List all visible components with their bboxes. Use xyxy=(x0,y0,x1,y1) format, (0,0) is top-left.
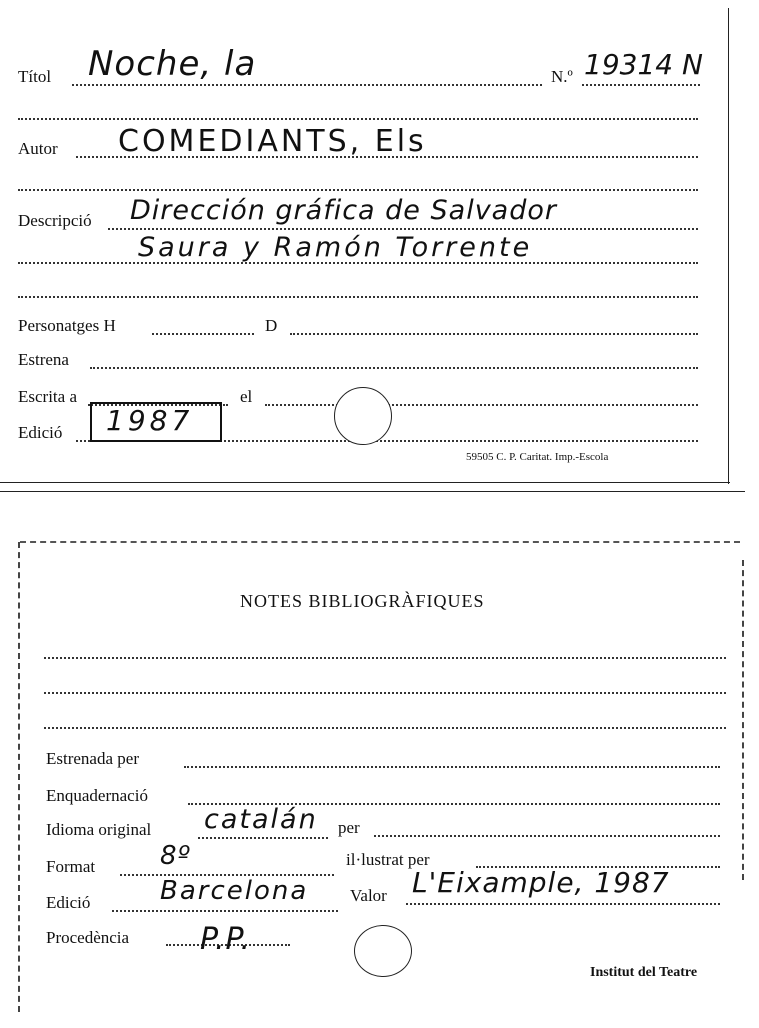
edicio-value: 1987 xyxy=(106,404,194,437)
estrena-line xyxy=(90,367,698,369)
descripcio-line-1 xyxy=(108,228,698,230)
descripcio-label: Descripció xyxy=(18,211,92,230)
escrita-el-label: el xyxy=(240,387,253,406)
idioma-per-line xyxy=(374,835,720,837)
procedencia-label: Procedència xyxy=(46,928,130,947)
escrita-label: Escrita a xyxy=(18,387,77,406)
card-back-left-edge xyxy=(18,542,20,1012)
valor-label: Valor xyxy=(350,886,387,905)
card-front-bottom-edge-2 xyxy=(0,491,745,492)
blank-line-1 xyxy=(18,118,698,120)
titol-line xyxy=(72,84,542,86)
format-value: 8º xyxy=(160,841,191,871)
notes-line-3 xyxy=(44,727,726,729)
edicio-label: Edició xyxy=(18,423,63,442)
descripcio-value-line2: Saura y Ramón Torrente xyxy=(138,232,533,263)
printer-imprint: 59505 C. P. Caritat. Imp.-Escola xyxy=(466,451,609,463)
card-front-bottom-edge xyxy=(0,482,730,483)
valor-value: L'Eixample, 1987 xyxy=(412,866,670,899)
escrita-el-line xyxy=(265,404,698,406)
numero-line xyxy=(582,84,700,86)
autor-value: COMEDIANTS, Els xyxy=(118,124,427,159)
card-back-right-edge xyxy=(742,560,744,880)
numero-label: N.º xyxy=(551,67,573,86)
estrenada-label: Estrenada per xyxy=(46,749,139,768)
valor-line xyxy=(406,903,720,905)
numero-value: 19314 N xyxy=(584,48,703,81)
edicio-back-line xyxy=(112,910,338,912)
punch-hole-back xyxy=(354,925,412,977)
personatges-label: Personatges H xyxy=(18,316,116,335)
personatges-d-line xyxy=(290,333,698,335)
estrenada-line xyxy=(184,766,720,768)
autor-label: Autor xyxy=(18,139,58,158)
notes-line-2 xyxy=(44,692,726,694)
blank-line-3 xyxy=(18,296,698,298)
enquadernacio-label: Enquadernació xyxy=(46,786,148,805)
descripcio-value-line1: Dirección gráfica de Salvador xyxy=(130,195,557,226)
edicio-back-label: Edició xyxy=(46,893,91,912)
procedencia-value: P.P. xyxy=(200,922,251,957)
personatges-h-line xyxy=(152,333,254,335)
idioma-line xyxy=(198,837,328,839)
edicio-back-value: Barcelona xyxy=(160,876,309,906)
card-front-right-edge xyxy=(728,8,729,484)
idioma-value: catalán xyxy=(204,804,318,835)
card-back-top-edge xyxy=(20,541,740,543)
format-label: Format xyxy=(46,857,96,876)
idioma-label: Idioma original xyxy=(46,820,152,839)
notes-heading: NOTES BIBLIOGRÀFIQUES xyxy=(240,591,485,611)
blank-line-2 xyxy=(18,189,698,191)
notes-line-1 xyxy=(44,657,726,659)
titol-label: Títol xyxy=(18,67,52,86)
titol-value: Noche, la xyxy=(88,44,257,84)
estrena-label: Estrena xyxy=(18,350,69,369)
punch-hole-front xyxy=(334,387,392,445)
institution-name: Institut del Teatre xyxy=(590,965,698,980)
idioma-per-label: per xyxy=(338,818,360,837)
illustrat-label: il·lustrat per xyxy=(346,850,430,869)
personatges-d-label: D xyxy=(265,316,278,335)
